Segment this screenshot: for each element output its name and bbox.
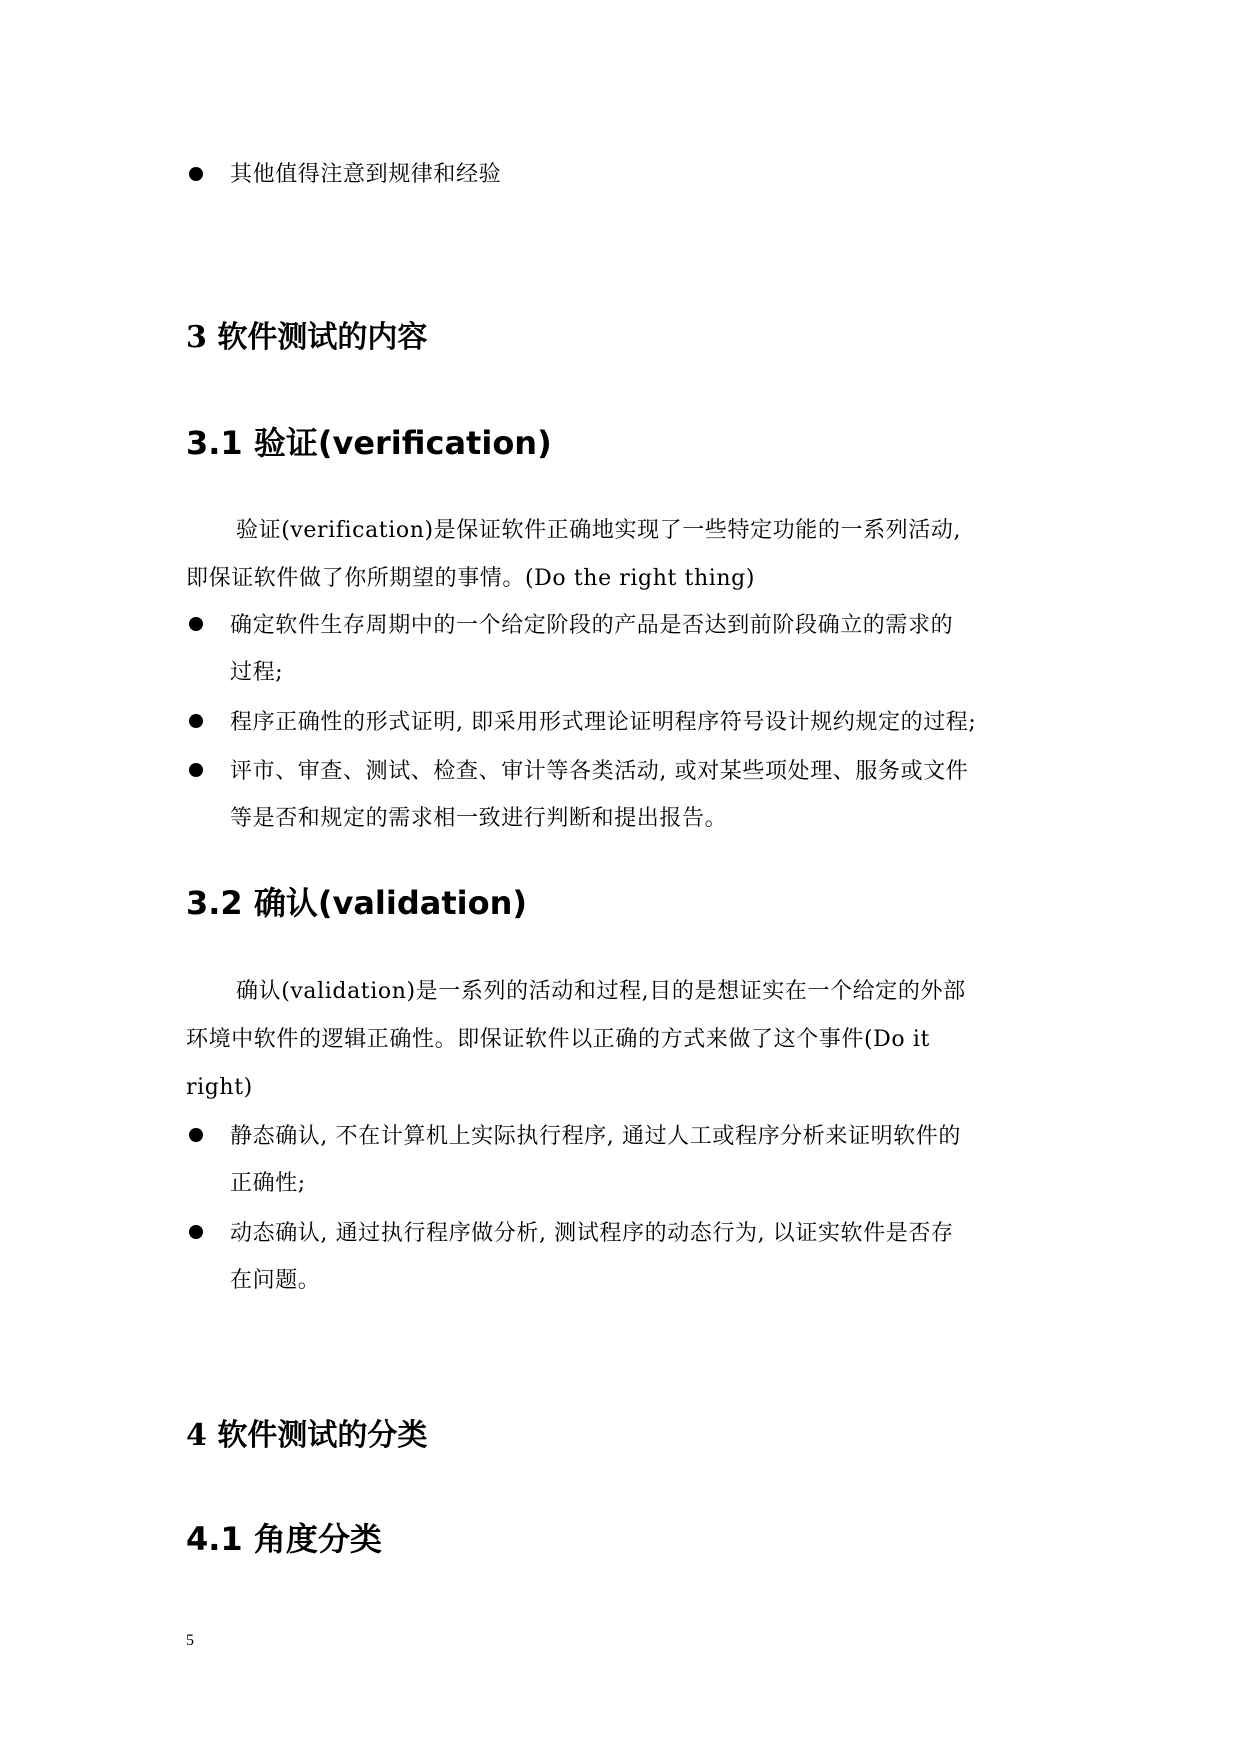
bullet-dot-icon xyxy=(189,617,203,631)
section-3-2-paragraph-line-3: right) xyxy=(186,1075,253,1100)
section-3-2-title: 3.2 确认(validation) xyxy=(186,884,528,922)
section-4-title: 4 软件测试的分类 xyxy=(186,1418,428,1453)
bullet-dot-icon xyxy=(189,167,203,181)
section-3-title: 3 软件测试的内容 xyxy=(186,320,428,355)
verification-bullet-3-line-1: 评市、审查、测试、检查、审计等各类活动, 或对某些项处理、服务或文件 xyxy=(230,759,969,784)
section-3-1-title: 3.1 验证(verification) xyxy=(186,424,552,462)
bullet-dot-icon xyxy=(189,1225,203,1239)
validation-bullet-2-line-1: 动态确认, 通过执行程序做分析, 测试程序的动态行为, 以证实软件是否存 xyxy=(230,1221,954,1246)
verification-bullet-1-line-1: 确定软件生存周期中的一个给定阶段的产品是否达到前阶段确立的需求的 xyxy=(230,613,954,638)
verification-bullet-3-line-2: 等是否和规定的需求相一致进行判断和提出报告。 xyxy=(230,806,728,831)
section-3-2-paragraph-line-1: 确认(validation)是一系列的活动和过程,目的是想证实在一个给定的外部 xyxy=(236,979,966,1004)
validation-bullet-2-line-2: 在问题。 xyxy=(230,1268,321,1293)
verification-bullet-1-line-2: 过程; xyxy=(230,660,284,685)
section-3-2-paragraph-line-2: 环境中软件的逻辑正确性。即保证软件以正确的方式来做了这个事件(Do it xyxy=(186,1027,930,1052)
page-number: 5 xyxy=(186,1632,194,1649)
verification-bullet-2-line-1: 程序正确性的形式证明, 即采用形式理论证明程序符号设计规约规定的过程; xyxy=(230,710,977,735)
section-3-1-paragraph-line-1: 验证(verification)是保证软件正确地实现了一些特定功能的一系列活动, xyxy=(236,518,962,543)
bullet-dot-icon xyxy=(189,763,203,777)
top-bullet-text: 其他值得注意到规律和经验 xyxy=(230,162,502,187)
validation-bullet-1-line-2: 正确性; xyxy=(230,1171,306,1196)
validation-bullet-1-line-1: 静态确认, 不在计算机上实际执行程序, 通过人工或程序分析来证明软件的 xyxy=(230,1124,961,1149)
section-4-1-title: 4.1 角度分类 xyxy=(186,1520,382,1558)
bullet-dot-icon xyxy=(189,714,203,728)
bullet-dot-icon xyxy=(189,1128,203,1142)
section-3-1-paragraph-line-2: 即保证软件做了你所期望的事情。(Do the right thing) xyxy=(186,566,756,591)
